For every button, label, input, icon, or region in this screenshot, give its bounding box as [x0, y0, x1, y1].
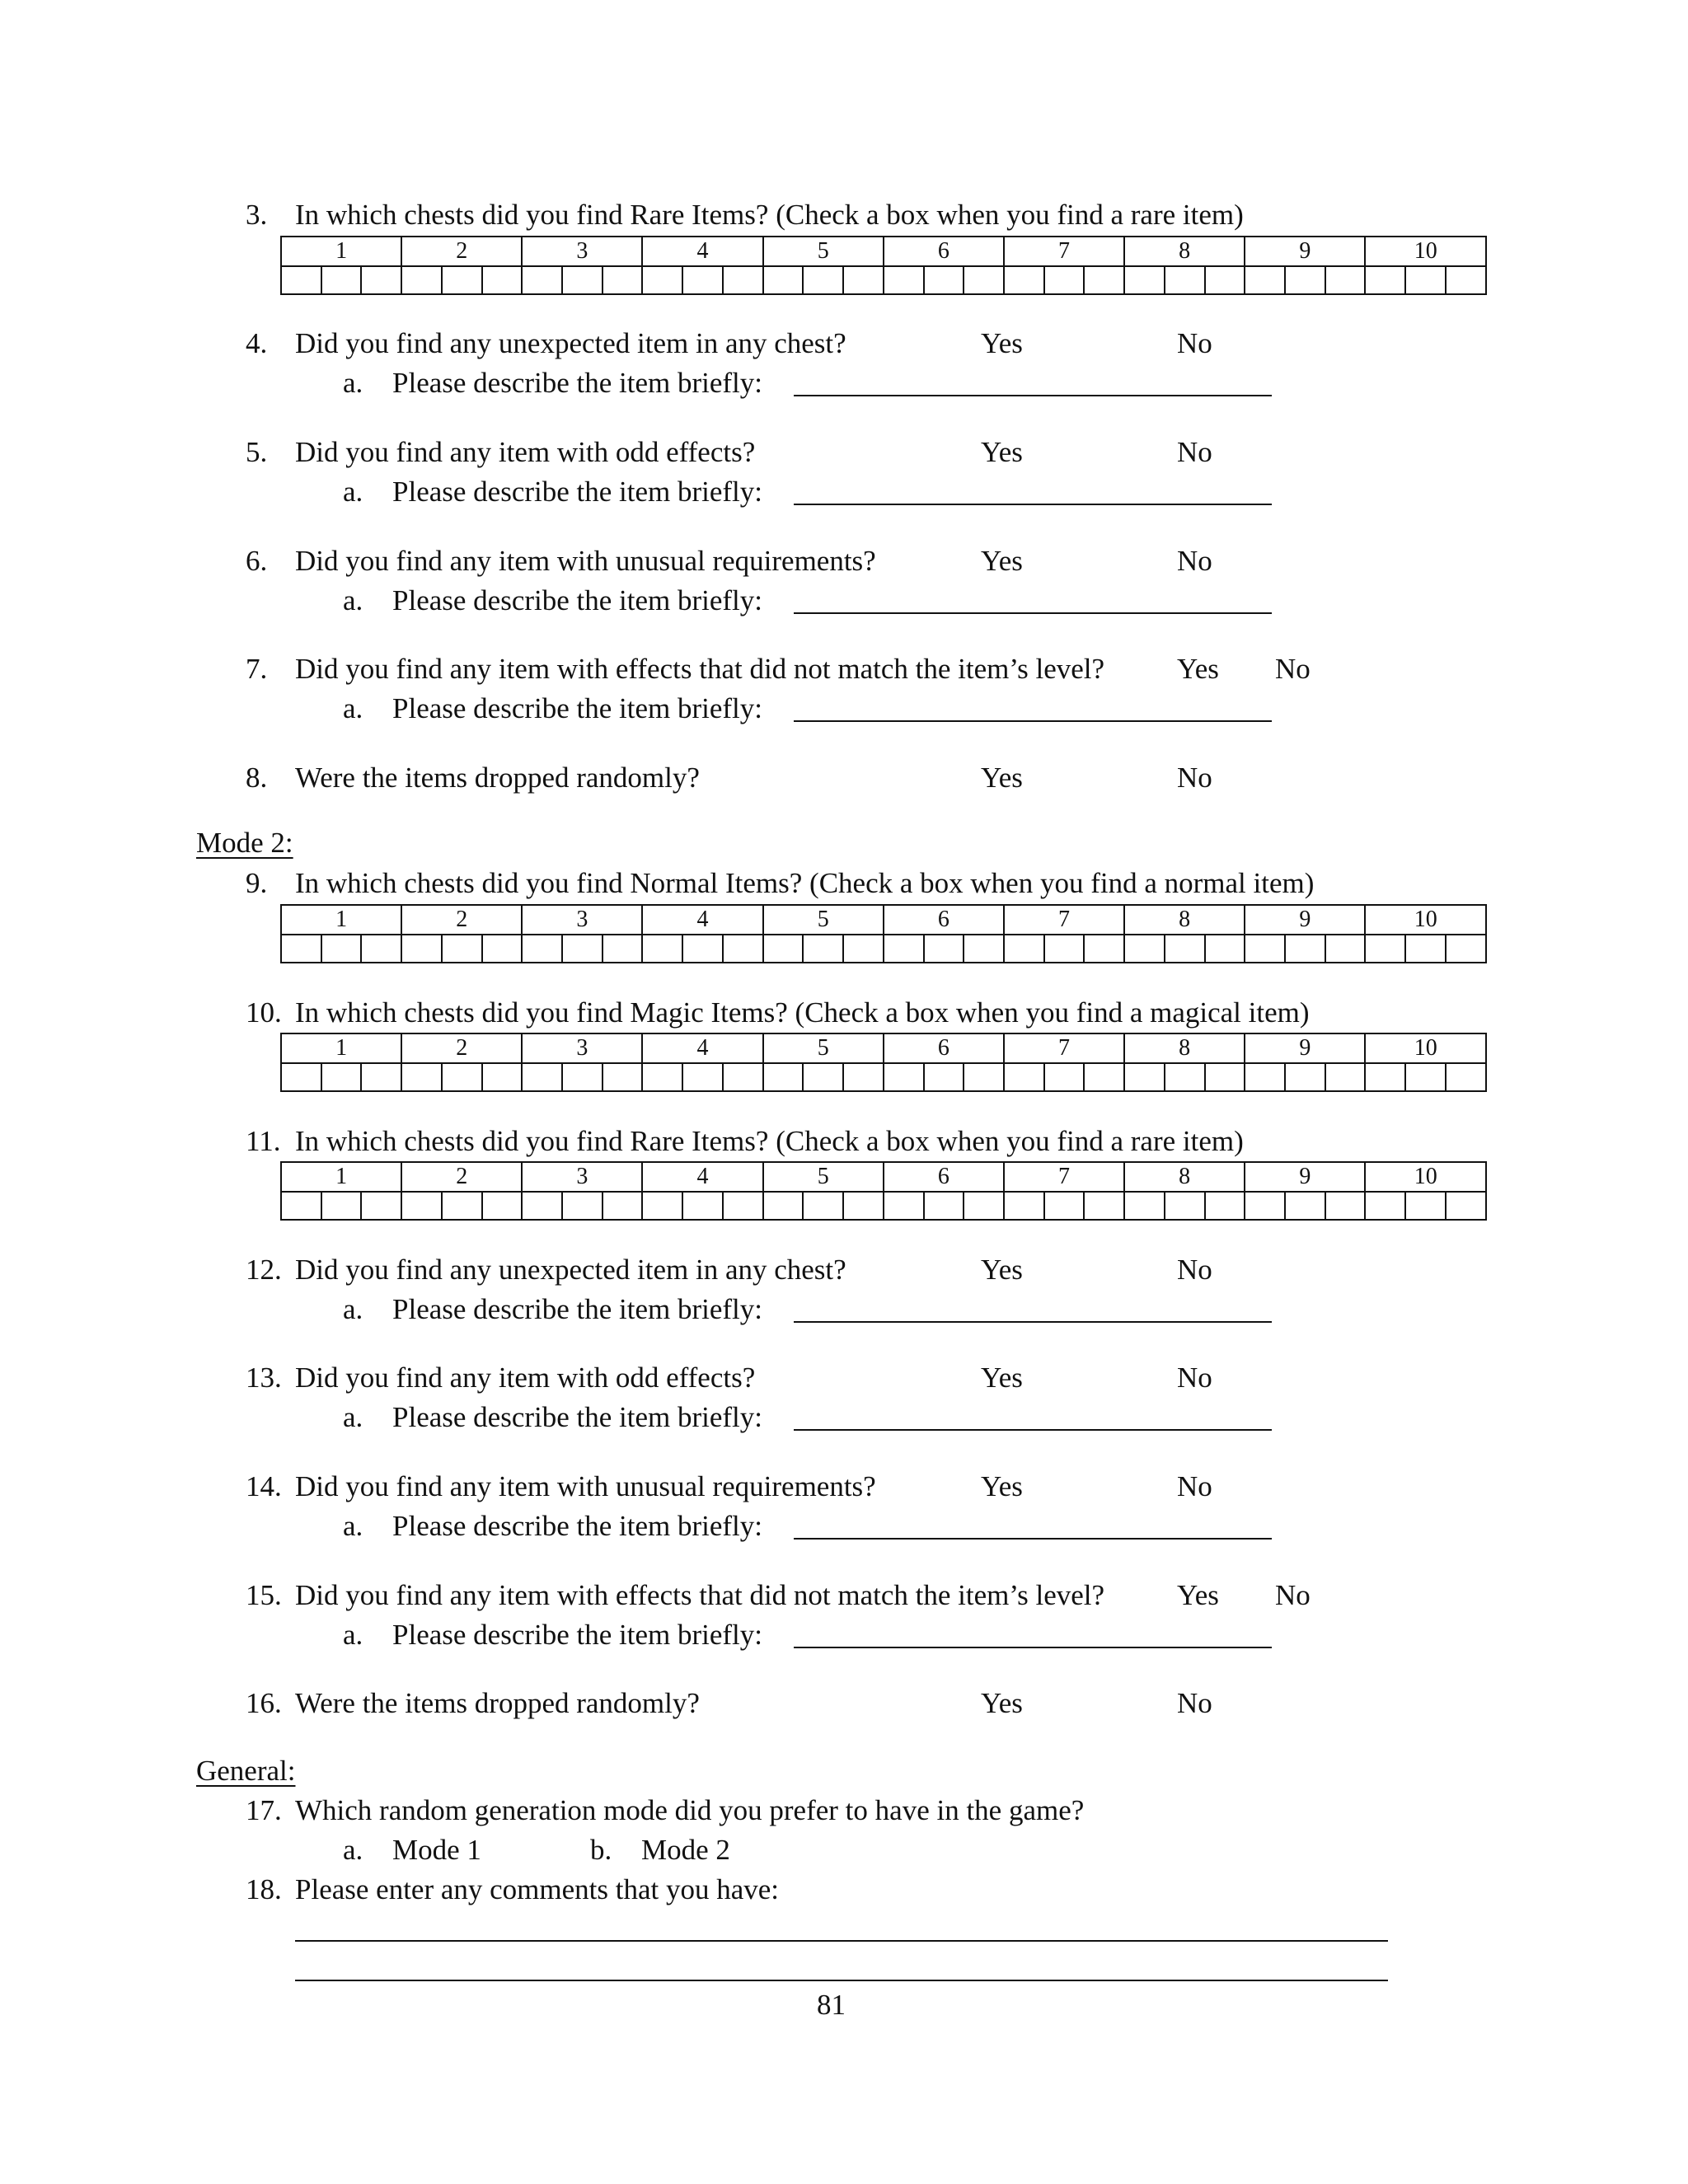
q12-yes-option[interactable]: Yes	[981, 1254, 1023, 1286]
q14-text: Did you find any item with unusual requirements?	[295, 1470, 876, 1502]
chest-check-box[interactable]	[1165, 935, 1205, 963]
chest-check-box[interactable]	[1245, 935, 1285, 963]
chest-check-box[interactable]	[1165, 266, 1205, 294]
chest-number-label: 6	[884, 1162, 1004, 1192]
chest-check-box[interactable]	[843, 1192, 884, 1220]
q14a-answer-line[interactable]	[794, 1538, 1272, 1540]
chest-number-label: 2	[401, 905, 522, 935]
q11-number: 11.	[246, 1125, 281, 1157]
q4-yes-option[interactable]: Yes	[981, 327, 1023, 359]
chest-number-label: 2	[401, 1033, 522, 1063]
chest-check-box[interactable]	[803, 1192, 843, 1220]
chest-number-label: 4	[642, 237, 762, 266]
chest-check-box[interactable]	[603, 266, 643, 294]
chest-check-box[interactable]	[843, 1063, 884, 1091]
chest-number-label: 10	[1365, 905, 1486, 935]
chest-check-box[interactable]	[281, 1063, 321, 1091]
chest-check-box[interactable]	[723, 266, 763, 294]
chest-check-box[interactable]	[1084, 1063, 1124, 1091]
chest-check-box[interactable]	[1084, 1192, 1124, 1220]
q18-comment-line-1[interactable]	[295, 1940, 1388, 1942]
chest-check-box[interactable]	[1325, 266, 1366, 294]
chest-number-label: 1	[281, 905, 401, 935]
chest-check-box[interactable]	[1165, 1063, 1205, 1091]
chest-number-row	[281, 237, 1486, 266]
chest-number-label: 8	[1124, 237, 1245, 266]
check-box-row	[281, 1192, 1486, 1220]
q10-chest-grid	[280, 1033, 1487, 1092]
q5-yes-option[interactable]: Yes	[981, 436, 1023, 468]
general-heading: General:	[196, 1755, 296, 1787]
chest-check-box[interactable]	[1044, 1192, 1085, 1220]
chest-check-box[interactable]	[1405, 266, 1446, 294]
chest-check-box[interactable]	[1446, 935, 1486, 963]
chest-check-box[interactable]	[924, 935, 964, 963]
chest-check-box[interactable]	[884, 1063, 924, 1091]
chest-number-label: 8	[1124, 1162, 1245, 1192]
chest-check-box[interactable]	[1124, 266, 1165, 294]
q10-number: 10.	[246, 996, 282, 1029]
chest-check-box[interactable]	[642, 1192, 682, 1220]
q13-text: Did you find any item with odd effects?	[295, 1361, 756, 1394]
chest-check-box[interactable]	[682, 266, 723, 294]
q13a-letter: a.	[343, 1401, 363, 1433]
chest-check-box[interactable]	[1285, 266, 1325, 294]
q7-yes-option[interactable]: Yes	[1177, 653, 1219, 685]
chest-check-box[interactable]	[1044, 1063, 1085, 1091]
q18-text: Please enter any comments that you have:	[295, 1873, 780, 1905]
chest-check-box[interactable]	[482, 935, 523, 963]
q6a-letter: a.	[343, 584, 363, 616]
q15a-text: Please describe the item briefly:	[392, 1619, 763, 1651]
chest-check-box[interactable]	[562, 266, 603, 294]
chest-check-box[interactable]	[1365, 266, 1405, 294]
chest-number-label: 3	[522, 1162, 642, 1192]
chest-check-box[interactable]	[964, 1063, 1004, 1091]
chest-check-box[interactable]	[321, 1192, 362, 1220]
q8-yes-option[interactable]: Yes	[981, 762, 1023, 794]
chest-number-label: 10	[1365, 1033, 1486, 1063]
q15-yes-option[interactable]: Yes	[1177, 1579, 1219, 1611]
chest-number-label: 3	[522, 237, 642, 266]
q7a-letter: a.	[343, 692, 363, 724]
q12-number: 12.	[246, 1254, 282, 1286]
q9-number: 9.	[246, 867, 268, 899]
check-box-row	[281, 1063, 1486, 1091]
chest-check-box[interactable]	[763, 935, 804, 963]
chest-number-row	[281, 905, 1486, 935]
chest-number-label: 6	[884, 237, 1004, 266]
chest-check-box[interactable]	[803, 1063, 843, 1091]
chest-check-box[interactable]	[964, 1192, 1004, 1220]
chest-number-label: 5	[763, 1033, 884, 1063]
chest-check-box[interactable]	[442, 266, 482, 294]
check-box-row	[281, 266, 1486, 294]
chest-number-label: 3	[522, 905, 642, 935]
chest-number-label: 5	[763, 905, 884, 935]
chest-number-label: 1	[281, 1162, 401, 1192]
q17-option-b-letter: b.	[590, 1834, 612, 1866]
q3-text: In which chests did you find Rare Items? (Check a box when you find a rare item)	[295, 199, 1244, 231]
chest-number-label: 2	[401, 1162, 522, 1192]
chest-number-label: 9	[1245, 905, 1365, 935]
q4a-text: Please describe the item briefly:	[392, 367, 763, 399]
chest-number-label: 1	[281, 1033, 401, 1063]
chest-check-box[interactable]	[1405, 1063, 1446, 1091]
q7-number: 7.	[246, 653, 268, 685]
chest-check-box[interactable]	[1124, 1192, 1165, 1220]
chest-number-label: 7	[1004, 1033, 1124, 1063]
q8-text: Were the items dropped randomly?	[295, 762, 700, 794]
q3-chest-grid	[280, 236, 1487, 295]
q6-no-option[interactable]: No	[1177, 545, 1212, 577]
chest-check-box[interactable]	[1205, 1063, 1245, 1091]
q5-number: 5.	[246, 436, 268, 468]
chest-check-box[interactable]	[964, 935, 1004, 963]
q17-option-b[interactable]: Mode 2	[641, 1834, 730, 1866]
chest-check-box[interactable]	[442, 1063, 482, 1091]
q18-comment-line-2[interactable]	[295, 1980, 1388, 1981]
chest-check-box[interactable]	[442, 935, 482, 963]
chest-check-box[interactable]	[562, 1063, 603, 1091]
q17-option-a-letter: a.	[343, 1834, 363, 1866]
chest-check-box[interactable]	[361, 1063, 401, 1091]
chest-check-box[interactable]	[1044, 935, 1085, 963]
chest-check-box[interactable]	[603, 935, 643, 963]
q12a-answer-line[interactable]	[794, 1321, 1272, 1323]
chest-check-box[interactable]	[562, 935, 603, 963]
chest-check-box[interactable]	[1446, 1192, 1486, 1220]
chest-check-box[interactable]	[1205, 935, 1245, 963]
chest-number-label: 4	[642, 905, 762, 935]
chest-check-box[interactable]	[843, 266, 884, 294]
check-box-row	[281, 935, 1486, 963]
chest-check-box[interactable]	[642, 1063, 682, 1091]
q6-yes-option[interactable]: Yes	[981, 545, 1023, 577]
q13a-text: Please describe the item briefly:	[392, 1401, 763, 1433]
chest-check-box[interactable]	[1205, 266, 1245, 294]
q7-text: Did you find any item with effects that did not match the item’s level?	[295, 653, 1105, 685]
chest-check-box[interactable]	[642, 935, 682, 963]
chest-check-box[interactable]	[763, 1192, 804, 1220]
q13-no-option[interactable]: No	[1177, 1361, 1212, 1394]
q14-yes-option[interactable]: Yes	[981, 1470, 1023, 1502]
chest-check-box[interactable]	[482, 266, 523, 294]
chest-check-box[interactable]	[562, 1192, 603, 1220]
q15-no-option[interactable]: No	[1275, 1579, 1311, 1611]
chest-number-label: 8	[1124, 905, 1245, 935]
chest-check-box[interactable]	[321, 266, 362, 294]
chest-number-row	[281, 1162, 1486, 1192]
q15a-letter: a.	[343, 1619, 363, 1651]
q4-text: Did you find any unexpected item in any chest?	[295, 327, 846, 359]
chest-check-box[interactable]	[1285, 935, 1325, 963]
q16-no-option[interactable]: No	[1177, 1687, 1212, 1719]
chest-check-box[interactable]	[1205, 1192, 1245, 1220]
q8-no-option[interactable]: No	[1177, 762, 1212, 794]
chest-check-box[interactable]	[1044, 266, 1085, 294]
chest-check-box[interactable]	[1124, 935, 1165, 963]
chest-check-box[interactable]	[482, 1192, 523, 1220]
chest-number-label: 4	[642, 1162, 762, 1192]
q6-text: Did you find any item with unusual requirements?	[295, 545, 876, 577]
chest-number-label: 10	[1365, 1162, 1486, 1192]
chest-number-label: 5	[763, 237, 884, 266]
chest-check-box[interactable]	[1365, 1192, 1405, 1220]
chest-check-box[interactable]	[522, 935, 562, 963]
q16-text: Were the items dropped randomly?	[295, 1687, 700, 1719]
chest-check-box[interactable]	[401, 266, 442, 294]
q4-no-option[interactable]: No	[1177, 327, 1212, 359]
chest-check-box[interactable]	[884, 1192, 924, 1220]
chest-check-box[interactable]	[723, 935, 763, 963]
chest-check-box[interactable]	[1365, 935, 1405, 963]
chest-check-box[interactable]	[321, 1063, 362, 1091]
q12a-letter: a.	[343, 1293, 363, 1325]
q12-no-option[interactable]: No	[1177, 1254, 1212, 1286]
chest-check-box[interactable]	[1084, 935, 1124, 963]
q16-number: 16.	[246, 1687, 282, 1719]
chest-check-box[interactable]	[1285, 1192, 1325, 1220]
chest-number-label: 9	[1245, 1162, 1365, 1192]
chest-check-box[interactable]	[1285, 1063, 1325, 1091]
chest-check-box[interactable]	[763, 1063, 804, 1091]
chest-number-label: 6	[884, 905, 1004, 935]
q7a-text: Please describe the item briefly:	[392, 692, 763, 724]
q11-chest-grid	[280, 1161, 1487, 1221]
q9-chest-grid	[280, 904, 1487, 963]
chest-number-label: 1	[281, 237, 401, 266]
chest-check-box[interactable]	[1004, 1063, 1044, 1091]
q18-number: 18.	[246, 1873, 282, 1905]
chest-check-box[interactable]	[442, 1192, 482, 1220]
chest-check-box[interactable]	[1245, 1192, 1285, 1220]
chest-check-box[interactable]	[603, 1192, 643, 1220]
chest-check-box[interactable]	[1446, 1063, 1486, 1091]
q17-text: Which random generation mode did you prefer to have in the game?	[295, 1794, 1085, 1826]
q14a-text: Please describe the item briefly:	[392, 1510, 763, 1542]
chest-number-label: 9	[1245, 237, 1365, 266]
q17-option-a[interactable]: Mode 1	[392, 1834, 481, 1866]
chest-check-box[interactable]	[603, 1063, 643, 1091]
chest-number-label: 7	[1004, 1162, 1124, 1192]
chest-number-label: 7	[1004, 905, 1124, 935]
chest-check-box[interactable]	[884, 266, 924, 294]
chest-number-label: 6	[884, 1033, 1004, 1063]
q4a-letter: a.	[343, 367, 363, 399]
chest-check-box[interactable]	[1004, 935, 1044, 963]
q5a-text: Please describe the item briefly:	[392, 476, 763, 508]
chest-check-box[interactable]	[522, 1192, 562, 1220]
chest-check-box[interactable]	[1004, 266, 1044, 294]
chest-check-box[interactable]	[642, 266, 682, 294]
q17-number: 17.	[246, 1794, 282, 1826]
chest-check-box[interactable]	[361, 935, 401, 963]
chest-check-box[interactable]	[1325, 935, 1366, 963]
chest-number-label: 8	[1124, 1033, 1245, 1063]
chest-check-box[interactable]	[682, 1063, 723, 1091]
q5a-answer-line[interactable]	[794, 504, 1272, 505]
q4-number: 4.	[246, 327, 268, 359]
chest-check-box[interactable]	[924, 1192, 964, 1220]
chest-number-label: 2	[401, 237, 522, 266]
q15-number: 15.	[246, 1579, 282, 1611]
q9-text: In which chests did you find Normal Items? (Check a box when you find a normal item)	[295, 867, 1315, 899]
chest-check-box[interactable]	[1004, 1192, 1044, 1220]
q7-no-option[interactable]: No	[1275, 653, 1311, 685]
q3-number: 3.	[246, 199, 268, 231]
chest-check-box[interactable]	[1325, 1192, 1366, 1220]
chest-check-box[interactable]	[803, 935, 843, 963]
chest-check-box[interactable]	[1245, 266, 1285, 294]
chest-check-box[interactable]	[924, 1063, 964, 1091]
chest-number-label: 4	[642, 1033, 762, 1063]
q5a-letter: a.	[343, 476, 363, 508]
chest-check-box[interactable]	[1124, 1063, 1165, 1091]
chest-number-label: 3	[522, 1033, 642, 1063]
q14-no-option[interactable]: No	[1177, 1470, 1212, 1502]
chest-check-box[interactable]	[682, 1192, 723, 1220]
q5-text: Did you find any item with odd effects?	[295, 436, 756, 468]
q8-number: 8.	[246, 762, 268, 794]
chest-check-box[interactable]	[522, 1063, 562, 1091]
chest-number-row	[281, 1033, 1486, 1063]
chest-check-box[interactable]	[1325, 1063, 1366, 1091]
chest-check-box[interactable]	[1165, 1192, 1205, 1220]
chest-check-box[interactable]	[1365, 1063, 1405, 1091]
q14a-letter: a.	[343, 1510, 363, 1542]
chest-check-box[interactable]	[1405, 935, 1446, 963]
q15-text: Did you find any item with effects that did not match the item’s level?	[295, 1579, 1105, 1611]
chest-number-label: 5	[763, 1162, 884, 1192]
chest-check-box[interactable]	[964, 266, 1004, 294]
q5-no-option[interactable]: No	[1177, 436, 1212, 468]
chest-number-label: 7	[1004, 237, 1124, 266]
chest-check-box[interactable]	[522, 266, 562, 294]
chest-check-box[interactable]	[803, 266, 843, 294]
chest-check-box[interactable]	[1245, 1063, 1285, 1091]
q13-number: 13.	[246, 1361, 282, 1394]
chest-check-box[interactable]	[401, 1063, 442, 1091]
chest-check-box[interactable]	[682, 935, 723, 963]
chest-check-box[interactable]	[843, 935, 884, 963]
q6a-text: Please describe the item briefly:	[392, 584, 763, 616]
q6-number: 6.	[246, 545, 268, 577]
chest-number-label: 10	[1365, 237, 1486, 266]
chest-number-label: 9	[1245, 1033, 1365, 1063]
chest-check-box[interactable]	[361, 266, 401, 294]
q13-yes-option[interactable]: Yes	[981, 1361, 1023, 1394]
chest-check-box[interactable]	[924, 266, 964, 294]
chest-check-box[interactable]	[763, 266, 804, 294]
q10-text: In which chests did you find Magic Items? (Check a box when you find a magical item)	[295, 996, 1310, 1029]
chest-check-box[interactable]	[281, 1192, 321, 1220]
q11-text: In which chests did you find Rare Items? (Check a box when you find a rare item)	[295, 1125, 1244, 1157]
chest-check-box[interactable]	[1084, 266, 1124, 294]
chest-check-box[interactable]	[1446, 266, 1486, 294]
q12-text: Did you find any unexpected item in any chest?	[295, 1254, 846, 1286]
q7a-answer-line[interactable]	[794, 720, 1272, 722]
chest-check-box[interactable]	[401, 935, 442, 963]
chest-check-box[interactable]	[401, 1192, 442, 1220]
chest-check-box[interactable]	[723, 1063, 763, 1091]
chest-check-box[interactable]	[281, 266, 321, 294]
chest-check-box[interactable]	[884, 935, 924, 963]
chest-check-box[interactable]	[361, 1192, 401, 1220]
q16-yes-option[interactable]: Yes	[981, 1687, 1023, 1719]
q6a-answer-line[interactable]	[794, 612, 1272, 614]
q4a-answer-line[interactable]	[794, 395, 1272, 396]
q12a-text: Please describe the item briefly:	[392, 1293, 763, 1325]
page-number: 81	[817, 1989, 846, 2021]
chest-check-box[interactable]	[482, 1063, 523, 1091]
q13a-answer-line[interactable]	[794, 1429, 1272, 1431]
chest-check-box[interactable]	[723, 1192, 763, 1220]
chest-check-box[interactable]	[1405, 1192, 1446, 1220]
chest-check-box[interactable]	[321, 935, 362, 963]
mode-2-heading: Mode 2:	[196, 827, 293, 859]
chest-check-box[interactable]	[281, 935, 321, 963]
q15a-answer-line[interactable]	[794, 1647, 1272, 1648]
q14-number: 14.	[246, 1470, 282, 1502]
